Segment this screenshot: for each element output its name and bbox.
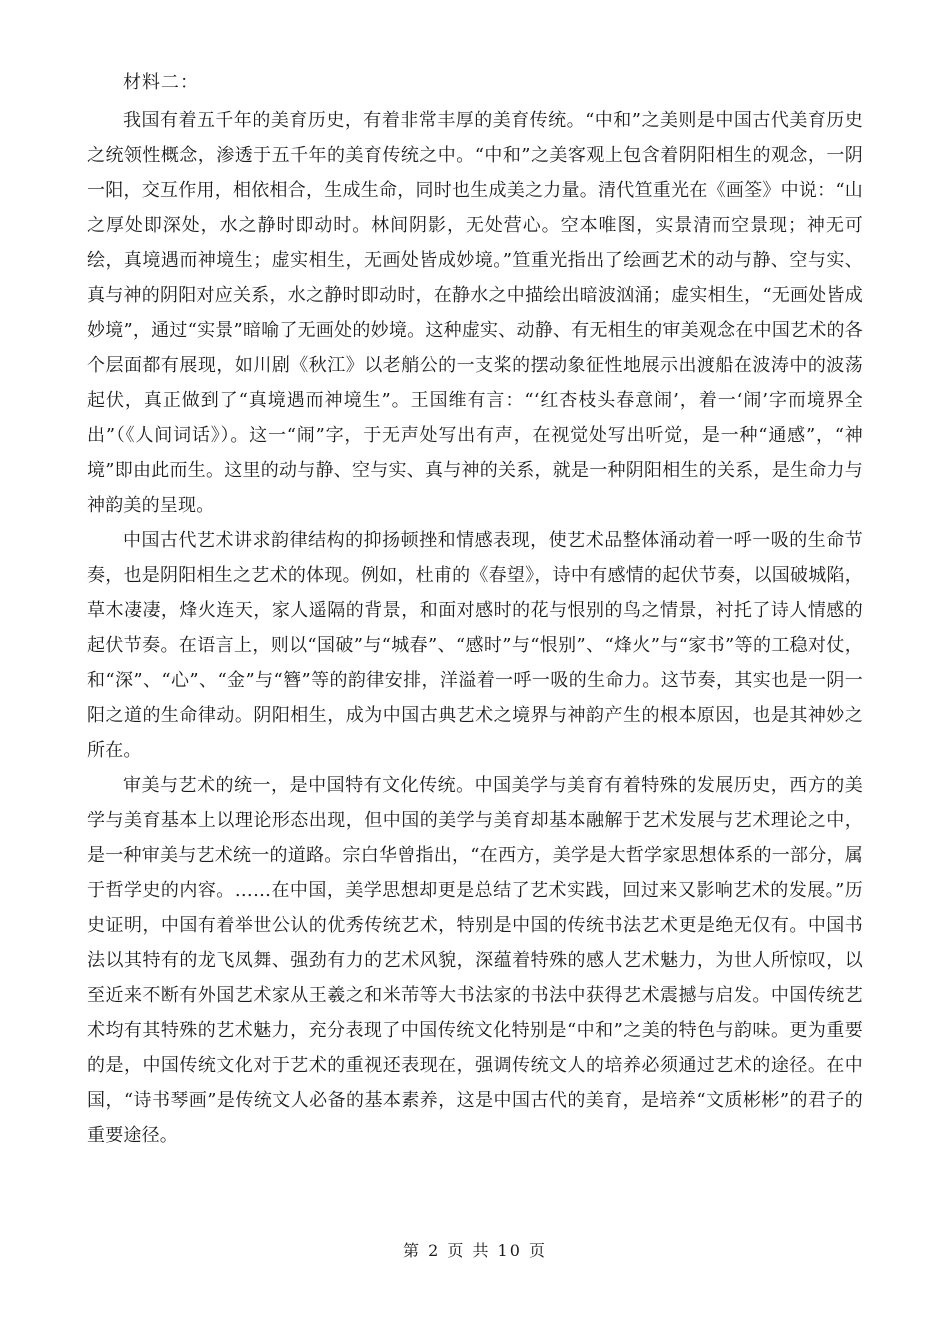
paragraph-1: 我国有着五千年的美育历史，有着非常丰厚的美育传统。“中和”之美则是中国古代美育历史之统领性概念，渗透于五千年的美育传统之中。“中和”之美客观上包含着阴阳相生的观念，一阴一阳，交互作用，相依相合，生成生命，同时也生成美之力量。清代笪重光在《画筌》中说：“山之厚处即深处，水之静时即动时。林间阴影，无处营心。空本唯图，实景清而空景现；神无可绘，真境遇而神境生；虚实相生，无画处皆成妙境。”笪重光指出了绘画艺术的动与静、空与实、真与神的阴阳对应关系，水之静时即动时，在静水之中描绘出暗波汹涌；虚实相生，“无画处皆成妙境”，通过“实景”暗喻了无画处的妙境。这种虚实、动静、有无相生的审美观念在中国艺术的各个层面都有展现，如川剧《秋江》以老艄公的一支桨的摆动象征性地展示出渡船在波涛中的波荡起伏，真正做到了“真境遇而神境生”。王国维有言：“‘红杏枝头春意闹’，着一‘闹’字而境界全出”（《人间词话》）。这一“闹”字，于无声处写出有声，在视觉处写出听觉，是一种“通感”，“神境”即由此而生。这里的动与静、空与实、真与神的关系，就是一种阴阳相生的关系，是生命力与神韵美的呈现。 [87,110,863,516]
paragraph-2: 中国古代艺术讲求韵律结构的抑扬顿挫和情感表现，使艺术品整体涌动着一呼一吸的生命节奏，也是阴阳相生之艺术的体现。例如，杜甫的《春望》，诗中有感情的起伏节奏，以国破城陷，草木凄凄，烽火连天，家人遥隔的背景，和面对感时的花与恨别的鸟之情景，衬托了诗人情感的起伏节奏。在语言上，则以“国破”与“城春”、“感时”与“恨别”、“烽火”与“家书”等的工稳对仗，和“深”、“心”、“金”与“簪”等的韵律安排，洋溢着一呼一吸的生命力。这节奏，其实也是一阴一阳之道的生命律动。阴阳相生，成为中国古典艺术之境界与神韵产生的根本原因，也是其神妙之所在。 [87,530,863,761]
page-number-footer: 第 2 页 共 10 页 [403,1241,547,1260]
paragraph-3: 审美与艺术的统一，是中国特有文化传统。中国美学与美育有着特殊的发展历史，西方的美学与美育基本上以理论形态出现，但中国的美学与美育却基本融解于艺术发展与艺术理论之中，是一种审美与艺术统一的道路。宗白华曾指出，“在西方，美学是大哲学家思想体系的一部分，属于哲学史的内容。……在中国，美学思想却更是总结了艺术实践，回过来又影响艺术的发展。”历史证明，中国有着举世公认的优秀传统艺术，特别是中国的传统书法艺术更是绝无仅有。中国书法以其特有的龙飞凤舞、强劲有力的艺术风貌，深蕴着特殊的感人艺术魅力，为世人所惊叹，以至近来不断有外国艺术家从王羲之和米芾等大书法家的书法中获得艺术震撼与启发。中国传统艺术均有其特殊的艺术魅力，充分表现了中国传统文化特别是“中和”之美的特色与韵味。更为重要的是，中国传统文化对于艺术的重视还表现在，强调传统文人的培养必须通过艺术的途径。在中国，“诗书琴画”是传统文人必备的基本素养，这是中国古代的美育，是培养“文质彬彬”的君子的重要途径。 [87,775,863,1146]
document-body [87,66,863,1153]
section-heading: 材料二： [123,72,199,93]
